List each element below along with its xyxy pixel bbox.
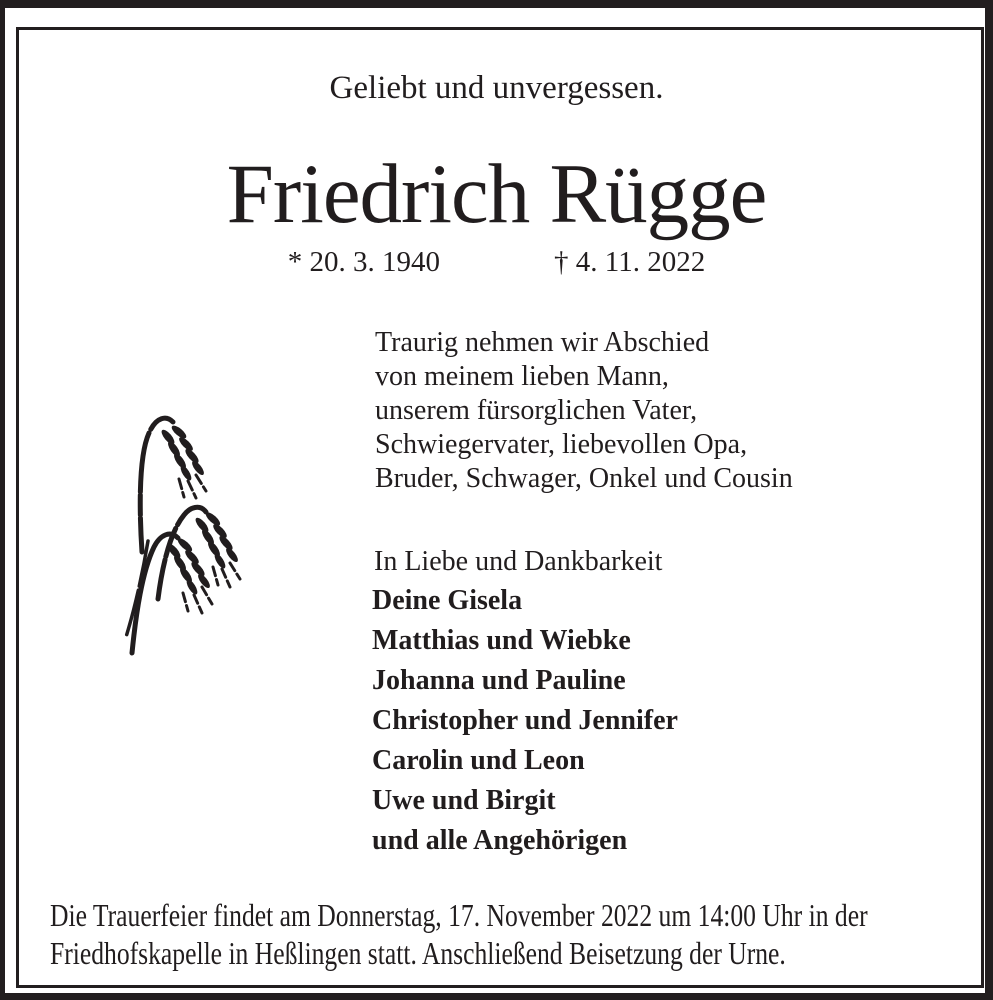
life-dates [0,248,993,277]
condolence-line: Traurig nehmen wir Abschied [375,327,710,358]
condolence-line: von meinem lieben Mann, [375,361,669,392]
funeral-line: Die Trauerfeier findet am Donnerstag, 17. November 2022 um 14:00 Uhr in der [50,897,868,933]
mourner-name: Christopher und Jennifer [372,705,678,736]
mourner-name: Johanna und Pauline [372,665,626,696]
condolence-line: Schwiegervater, liebevollen Opa, [375,429,748,460]
birth-date: * 20. 3. 1940 [287,246,441,278]
mourner-name: Deine Gisela [372,585,523,616]
funeral-details [50,896,868,972]
motto-line: Geliebt und unvergessen. [329,70,664,106]
condolence-text [375,326,793,496]
funeral-line: Friedhofskapelle in Heßlingen statt. Anschließend Beisetzung der Urne. [50,935,786,971]
mourners-list [372,581,678,861]
condolence-line: unserem fürsorglichen Vater, [375,395,698,426]
mourner-name: Carolin und Leon [372,745,585,776]
condolence-line: Bruder, Schwager, Onkel und Cousin [375,463,793,494]
mourner-name: und alle Angehörigen [372,825,628,856]
mourner-name: Uwe und Birgit [372,785,556,816]
deceased-name: Friedrich Rügge [226,147,767,241]
mourner-name: Matthias und Wiebke [372,625,631,656]
death-date: † 4. 11. 2022 [554,246,706,278]
wheat-ears-icon [122,407,257,657]
closing-line: In Liebe und Dankbarkeit [374,546,663,577]
